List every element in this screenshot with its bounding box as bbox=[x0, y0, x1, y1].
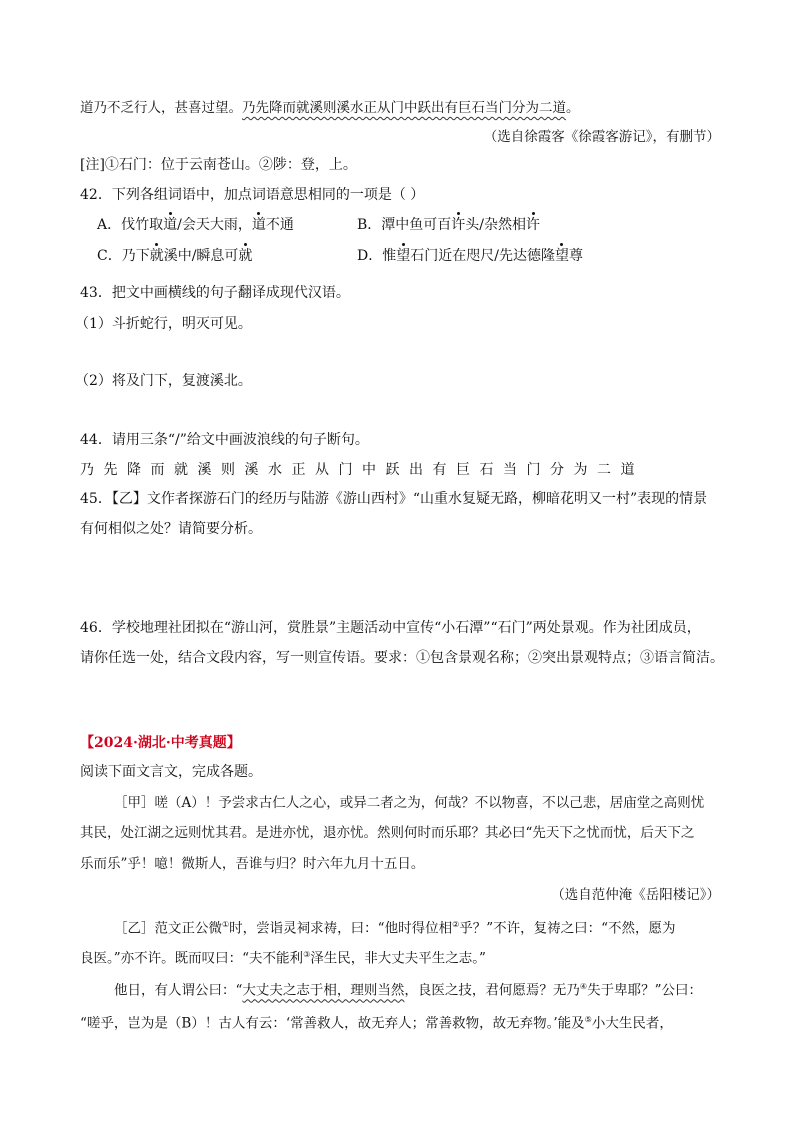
option-text: 石门近在咫尺/先达德隆 bbox=[410, 248, 555, 264]
passage-yi-line-4 bbox=[80, 1010, 673, 1034]
passage-yi-line-2 bbox=[80, 945, 486, 969]
passage-text: 良医。”亦不许。既而叹曰：“夫不能利 bbox=[80, 950, 304, 967]
option-a bbox=[97, 215, 294, 235]
question-46-line-1: 46．学校地理社团拟在“游山河，赏胜景”主题活动中宣传“小石潭”“石门”两处景观。作为社团成员， bbox=[80, 620, 701, 636]
passage-period: 。 bbox=[566, 100, 580, 116]
passage-text: 乎？”不许，复祷之曰：“不然，愿为 bbox=[459, 920, 676, 937]
option-text: 尊 bbox=[568, 248, 583, 264]
wavy-underlined-sentence: 乃先降而就溪则溪水正从门中跃出有巨石当门分为二道 bbox=[242, 100, 566, 116]
passage-text: “嗟乎，岂为是（B）！古人有云：‘常善救人，故无弃人；常善救物，故无弃物。’能及 bbox=[80, 1015, 585, 1032]
question-42-stem: 42．下列各组词语中，加点词语意思相同的一项是（ ） bbox=[80, 187, 425, 203]
footnote-marker: ④ bbox=[579, 982, 588, 991]
question-44-sentence: 乃先降而就溪则溪水正从门中跃出有巨石当门分为二道 bbox=[80, 462, 644, 478]
option-text: D．惟 bbox=[357, 248, 397, 264]
passage-text: 小大生民者， bbox=[591, 1015, 673, 1032]
dotted-word: 就 bbox=[149, 248, 164, 264]
question-46-line-2: 请你任选一处，结合文段内容，写一则宣传语。要求：①包含景观名称；②突出景观特点；③语言简洁。 bbox=[80, 650, 724, 666]
passage-last-line bbox=[80, 98, 580, 118]
option-d bbox=[357, 246, 583, 266]
option-text: /会天大雨， bbox=[177, 217, 252, 233]
wavy-underlined-phrase: 大丈夫之志于相，理则当然 bbox=[242, 982, 405, 999]
option-text: A．伐竹取 bbox=[97, 217, 164, 233]
question-43-item-2: （2）将及门下，复渡溪北。 bbox=[75, 373, 252, 389]
footnote-marker: ③ bbox=[303, 950, 311, 959]
section-tag: 【2024·湖北·中考真题】 bbox=[80, 735, 241, 751]
question-45-line-2: 有何相似之处？请简要分析。 bbox=[80, 521, 262, 537]
question-43-stem: 43．把文中画横线的句子翻译成现代汉语。 bbox=[80, 285, 350, 301]
passage-yi-line-3 bbox=[114, 977, 702, 1001]
option-text: 头/杂然相 bbox=[465, 217, 527, 233]
footnote-marker: ① bbox=[222, 920, 230, 929]
passage-source: （选自徐霞客《徐霞客游记》，有删节） bbox=[483, 129, 720, 145]
passage-jia-source: （选自范仲淹《岳阳楼记》） bbox=[551, 887, 720, 903]
question-43-item-1: （1）斗折蛇行，明灭可见。 bbox=[75, 316, 252, 332]
question-44-stem: 44．请用三条“/”给文中画波浪线的句子断句。 bbox=[80, 432, 369, 448]
passage-text: 失于卑耶？”公曰： bbox=[587, 982, 702, 999]
passage-yi-line-1 bbox=[114, 915, 676, 939]
option-b bbox=[357, 215, 540, 235]
dotted-word: 望 bbox=[396, 248, 411, 264]
passage-text: ，良医之技，君何愿焉？无乃 bbox=[404, 982, 580, 999]
dotted-word: 望 bbox=[554, 248, 569, 264]
footnote-marker: ⑤ bbox=[584, 1015, 592, 1024]
dotted-word: 许 bbox=[526, 217, 541, 233]
section-instruction: 阅读下面文言文，完成各题。 bbox=[80, 764, 262, 780]
dotted-word: 就 bbox=[238, 248, 253, 264]
passage-jia-line-2: 其民，处江湖之远则忧其君。是进亦忧，退亦忧。然则何时而乐耶？其必曰“先天下之忧而忧，后天下之 bbox=[80, 825, 695, 841]
passage-text: 他日，有人谓公曰：“ bbox=[114, 982, 243, 999]
passage-jia-line-1: ［甲］嗟（A）！予尝求古仁人之心，或异二者之为，何哉？不以物喜，不以己悲，居庙堂之高则忧 bbox=[114, 795, 705, 811]
dotted-word: 道 bbox=[163, 217, 178, 233]
passage-text: 道乃不乏行人，甚喜过望。 bbox=[80, 100, 242, 116]
dotted-word: 许 bbox=[451, 217, 466, 233]
option-text: 溪中/瞬息可 bbox=[163, 248, 239, 264]
option-text: B．潭中鱼可百 bbox=[357, 217, 452, 233]
question-45-line-1: 45．【乙】文作者探游石门的经历与陆游《游山西村》“山重水复疑无路，柳暗花明又一村”表现的情景 bbox=[80, 491, 708, 507]
footnote-marker: ② bbox=[452, 920, 460, 929]
passage-text: ［乙］范文正公微 bbox=[114, 920, 222, 937]
passage-text: 泽生民，非大丈夫平生之志。” bbox=[310, 950, 486, 967]
option-text: C．乃下 bbox=[97, 248, 150, 264]
passage-note: [注]①石门：位于云南苍山。②陟：登，上。 bbox=[80, 157, 357, 173]
dotted-word: 道 bbox=[251, 217, 266, 233]
passage-jia-line-3: 乐而乐”乎！噫！微斯人，吾谁与归？时六年九月十五日。 bbox=[80, 856, 425, 872]
passage-text: 时，尝诣灵祠求祷，曰：“他时得位相 bbox=[229, 920, 453, 937]
option-c bbox=[97, 246, 252, 266]
option-text: 不通 bbox=[265, 217, 294, 233]
